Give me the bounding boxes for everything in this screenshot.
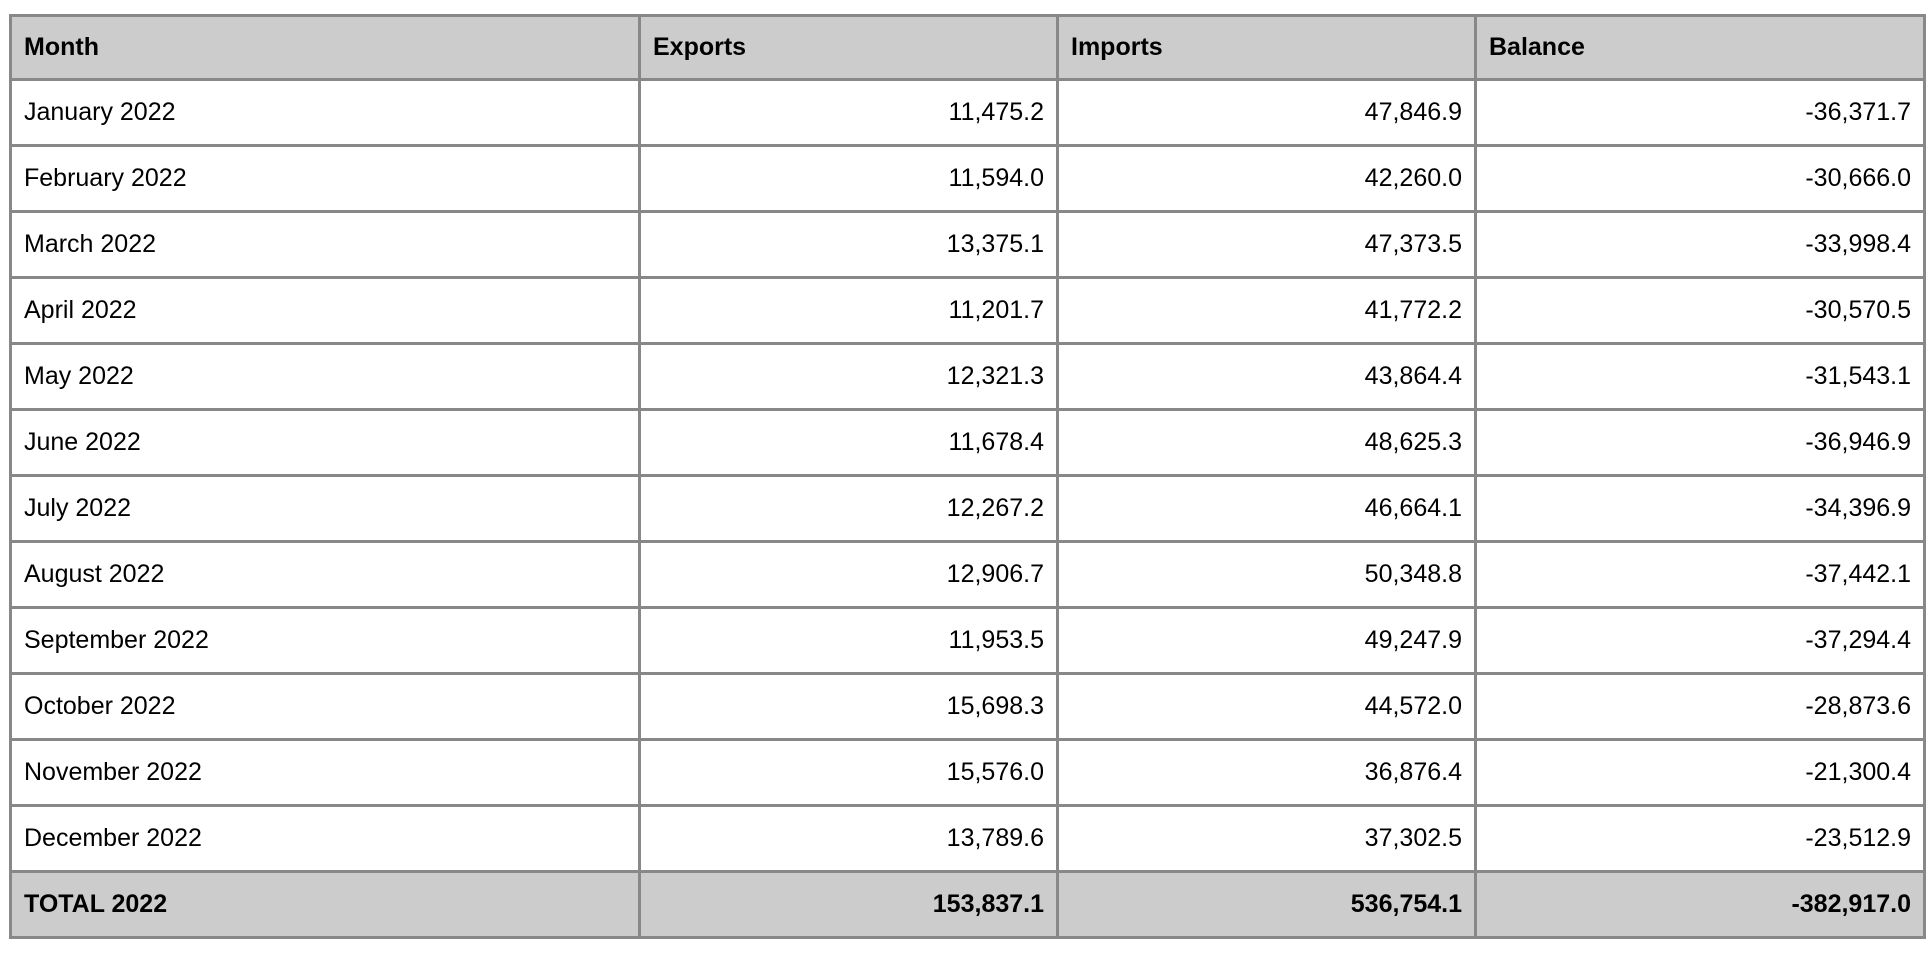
- cell-balance: -30,570.5: [1476, 278, 1925, 344]
- total-label: TOTAL 2022: [11, 872, 640, 938]
- total-imports: 536,754.1: [1058, 872, 1476, 938]
- cell-exports: 11,678.4: [640, 410, 1058, 476]
- table-row: [11, 806, 1925, 872]
- table-row: [11, 410, 1925, 476]
- cell-month: December 2022: [11, 806, 640, 872]
- cell-month: May 2022: [11, 344, 640, 410]
- cell-balance: -34,396.9: [1476, 476, 1925, 542]
- trade-table-container: [9, 14, 1923, 939]
- cell-imports: 36,876.4: [1058, 740, 1476, 806]
- trade-balance-table: [9, 14, 1926, 939]
- cell-imports: 46,664.1: [1058, 476, 1476, 542]
- cell-exports: 11,201.7: [640, 278, 1058, 344]
- cell-balance: -36,371.7: [1476, 80, 1925, 146]
- cell-exports: 12,906.7: [640, 542, 1058, 608]
- cell-month: February 2022: [11, 146, 640, 212]
- header-imports: Imports: [1058, 16, 1476, 80]
- cell-balance: -33,998.4: [1476, 212, 1925, 278]
- table-row: [11, 542, 1925, 608]
- table-row: [11, 146, 1925, 212]
- cell-imports: 41,772.2: [1058, 278, 1476, 344]
- cell-imports: 43,864.4: [1058, 344, 1476, 410]
- cell-balance: -31,543.1: [1476, 344, 1925, 410]
- cell-month: September 2022: [11, 608, 640, 674]
- cell-month: August 2022: [11, 542, 640, 608]
- cell-exports: 12,321.3: [640, 344, 1058, 410]
- table-footer: [11, 872, 1925, 938]
- cell-balance: -36,946.9: [1476, 410, 1925, 476]
- cell-imports: 47,373.5: [1058, 212, 1476, 278]
- cell-exports: 11,953.5: [640, 608, 1058, 674]
- total-row: [11, 872, 1925, 938]
- cell-month: March 2022: [11, 212, 640, 278]
- cell-imports: 48,625.3: [1058, 410, 1476, 476]
- cell-month: October 2022: [11, 674, 640, 740]
- total-balance: -382,917.0: [1476, 872, 1925, 938]
- cell-balance: -30,666.0: [1476, 146, 1925, 212]
- cell-imports: 49,247.9: [1058, 608, 1476, 674]
- cell-month: January 2022: [11, 80, 640, 146]
- cell-exports: 11,594.0: [640, 146, 1058, 212]
- cell-imports: 37,302.5: [1058, 806, 1476, 872]
- header-row: [11, 16, 1925, 80]
- cell-month: June 2022: [11, 410, 640, 476]
- cell-exports: 13,789.6: [640, 806, 1058, 872]
- table-row: [11, 278, 1925, 344]
- cell-imports: 47,846.9: [1058, 80, 1476, 146]
- cell-balance: -23,512.9: [1476, 806, 1925, 872]
- cell-balance: -28,873.6: [1476, 674, 1925, 740]
- table-row: [11, 476, 1925, 542]
- table-row: [11, 344, 1925, 410]
- header-exports: Exports: [640, 16, 1058, 80]
- table-row: [11, 608, 1925, 674]
- table-row: [11, 674, 1925, 740]
- header-month: Month: [11, 16, 640, 80]
- table-header: [11, 16, 1925, 80]
- table-row: [11, 212, 1925, 278]
- cell-balance: -21,300.4: [1476, 740, 1925, 806]
- cell-balance: -37,294.4: [1476, 608, 1925, 674]
- cell-imports: 44,572.0: [1058, 674, 1476, 740]
- cell-month: November 2022: [11, 740, 640, 806]
- cell-exports: 15,698.3: [640, 674, 1058, 740]
- cell-exports: 13,375.1: [640, 212, 1058, 278]
- cell-imports: 42,260.0: [1058, 146, 1476, 212]
- cell-balance: -37,442.1: [1476, 542, 1925, 608]
- cell-imports: 50,348.8: [1058, 542, 1476, 608]
- cell-month: April 2022: [11, 278, 640, 344]
- table-row: [11, 740, 1925, 806]
- header-balance: Balance: [1476, 16, 1925, 80]
- table-body: [11, 80, 1925, 872]
- cell-exports: 12,267.2: [640, 476, 1058, 542]
- table-row: [11, 80, 1925, 146]
- cell-exports: 15,576.0: [640, 740, 1058, 806]
- cell-exports: 11,475.2: [640, 80, 1058, 146]
- total-exports: 153,837.1: [640, 872, 1058, 938]
- cell-month: July 2022: [11, 476, 640, 542]
